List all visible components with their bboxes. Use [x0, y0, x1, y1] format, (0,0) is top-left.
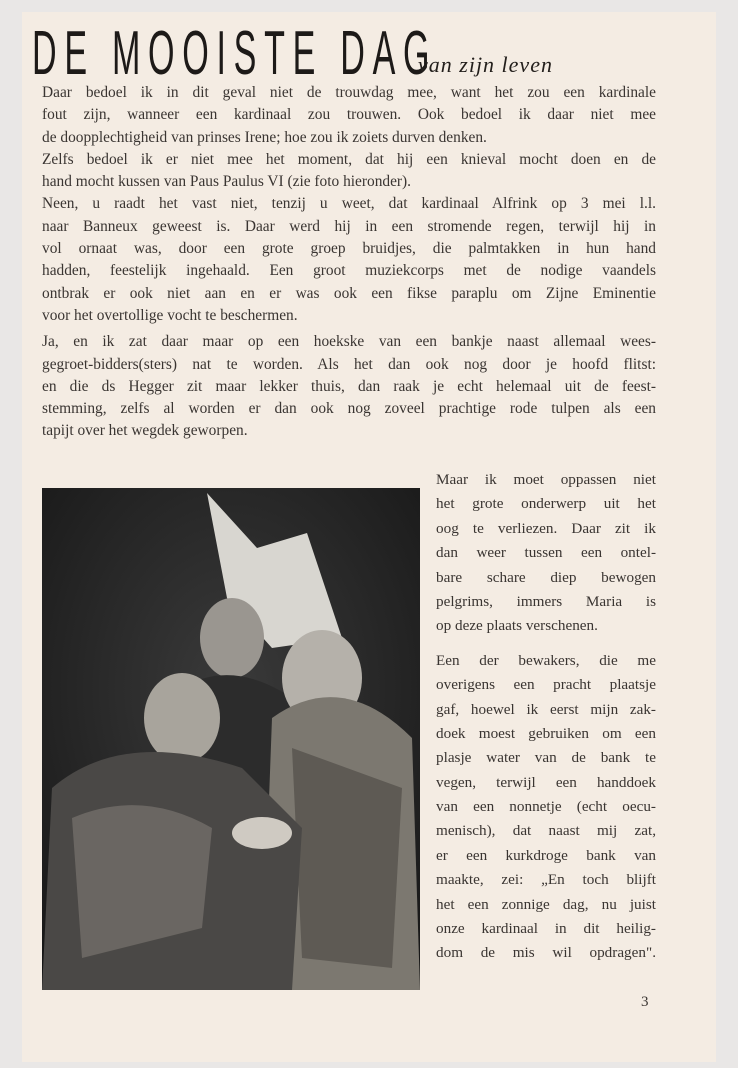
article-body: [42, 82, 656, 443]
text-line: hadden, feestelijk ingehaald. Een groot muziekcorps met de nodige vaandels: [42, 262, 656, 280]
text-line: van een nonnetje (echt oecu-: [436, 798, 656, 816]
text-line: Daar bedoel ik in dit geval niet de trouwdag mee, want het zou een kardinale: [42, 84, 656, 101]
text-line: vegen, terwijl een handdoek: [436, 773, 656, 791]
text-line: overigens een pracht plaatsje: [436, 676, 656, 694]
text-line: fout zijn, wanneer een kardinaal zou trouwen. Ook bedoel ik daar niet mee: [42, 106, 656, 124]
text-line: Een der bewakers, die me: [436, 651, 656, 669]
text-line: doek moest gebruiken om een: [436, 724, 656, 742]
text-line: het een zonnige dag, nu juist: [436, 895, 656, 913]
text-line: dom de mis wil opdragen".: [436, 944, 656, 962]
text-line: bare schare diep bewogen: [436, 568, 656, 586]
photo-cardinal-and-pope: [42, 488, 420, 990]
text-line: er een kurkdroge bank van: [436, 846, 656, 864]
text-line: de doopplechtigheid van prinses Irene; hoe zou ik zoiets durven denken.: [42, 128, 487, 146]
text-line: maakte, zei: „En toch blijft: [436, 871, 656, 889]
text-line: gaf, hoewel ik eerst mijn zak-: [436, 700, 656, 718]
side-column: [436, 468, 656, 966]
text-line: hand mocht kussen van Paus Paulus VI (zie foto hieronder).: [42, 173, 412, 191]
text-line: op deze plaats verschenen.: [436, 617, 598, 635]
text-line: Maar ik moet oppassen niet: [436, 471, 656, 488]
headline: [32, 19, 738, 88]
text-line: pelgrims, immers Maria is: [436, 592, 656, 610]
text-line: plasje water van de bank te: [436, 749, 656, 767]
text-line: onze kardinaal in dit heilig-: [436, 920, 656, 938]
text-line: tapijt over het wegdek geworpen.: [42, 422, 248, 440]
text-line: naar Banneux geweest is. Daar werd hij in een stromende regen, terwijl hij in: [42, 217, 656, 235]
text-line: Zelfs bedoel ik er niet mee het moment, dat hij een knieval mocht doen en de: [42, 150, 656, 168]
text-line: oog te verliezen. Daar zit ik: [436, 519, 656, 537]
text-line: gegroet-bidders(sters) nat te worden. Als het dan ook nog door je hoofd flitst:: [42, 355, 656, 373]
page-number: 3: [641, 994, 649, 1010]
text-line: en die ds Hegger zit maar lekker thuis, dan raak je echt helemaal uit de feest-: [42, 377, 656, 395]
headline-main: DE MOOISTE DAG: [32, 19, 438, 88]
text-line: dan weer tussen een ontel-: [436, 544, 656, 562]
text-line: het grote onderwerp uit het: [436, 495, 656, 513]
text-line: stemming, zelfs al worden er dan ook nog zoveel prachtige rode tulpen als een: [42, 400, 656, 418]
text-line: Ja, en ik zat daar maar op een hoekske van een bankje naast allemaal wees-: [42, 333, 656, 351]
text-line: menisch), dat naast mij zat,: [436, 822, 656, 840]
headline-subtitle: van zijn leven: [418, 52, 553, 77]
text-line: Neen, u raadt het vast niet, tenzij u weet, dat kardinaal Alfrink op 3 mei l.l.: [42, 195, 656, 213]
text-line: vol ornaat was, door een grote groep bruidjes, die palmtakken in hun hand: [42, 240, 656, 258]
text-line: voor het overtollige vocht te beschermen.: [42, 306, 298, 324]
text-line: ontbrak er ook niet aan en er was ook een fikse paraplu om Zijne Eminentie: [42, 284, 656, 302]
